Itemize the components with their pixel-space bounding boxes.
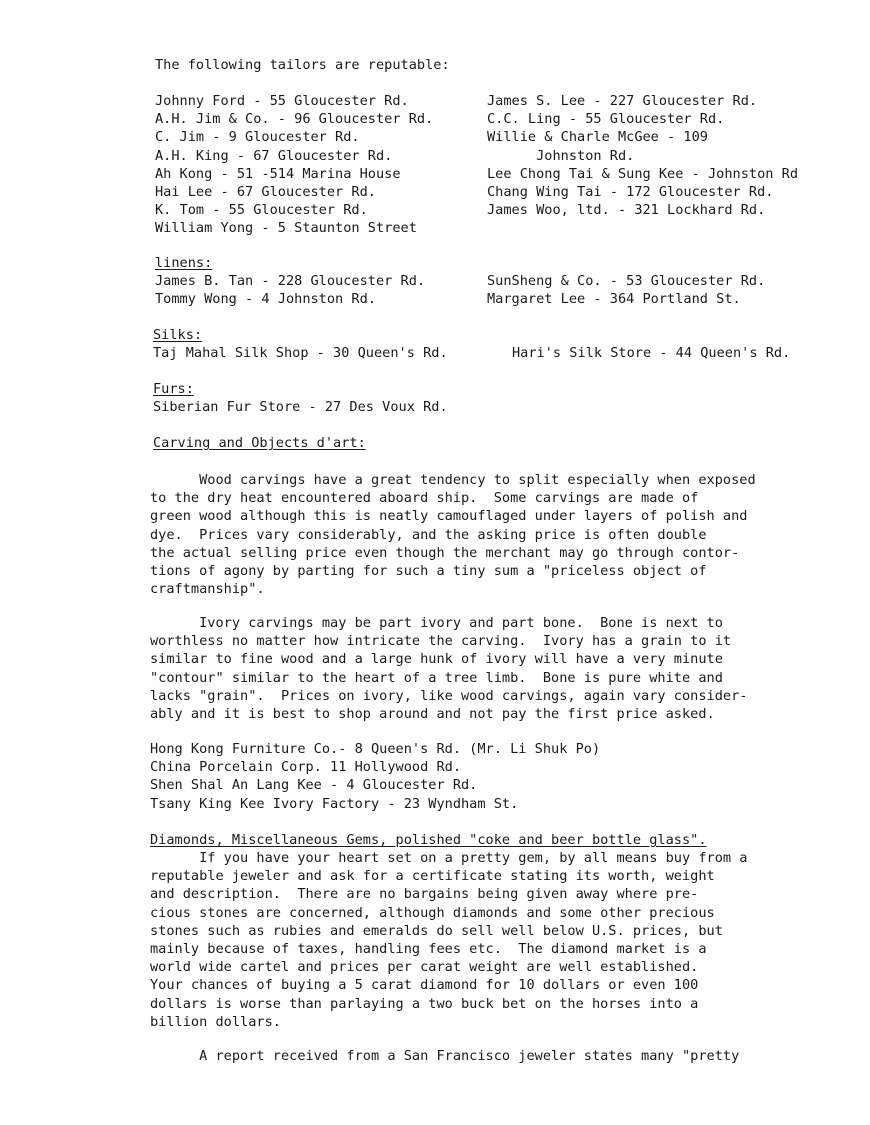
silks-heading: Silks: — [153, 327, 203, 343]
text-line: dye. Prices vary considerably, and the asking price is often double — [150, 526, 707, 543]
list-item: Hong Kong Furniture Co.- 8 Queen's Rd. (Mr. Li Shuk Po) — [150, 741, 601, 757]
tailors-left-list — [155, 92, 433, 238]
list-item: K. Tom - 55 Gloucester Rd. — [155, 202, 368, 219]
text-line: craftmanship". — [150, 581, 265, 598]
list-item: James B. Tan - 228 Gloucester Rd. — [155, 273, 426, 289]
text-line: Your chances of buying a 5 carat diamond for 10 dollars or even 100 — [150, 977, 699, 994]
linens-right-list — [487, 272, 765, 308]
text-line: dollars is worse than parlaying a two buck bet on the horses into a — [150, 995, 699, 1012]
carving-shops-list — [150, 740, 840, 813]
silks-item-right: Hari's Silk Store - 44 Queen's Rd. — [512, 345, 791, 361]
list-item: Tsany King Kee Ivory Factory - 23 Wyndham St. — [150, 795, 519, 812]
list-item: Johnny Ford - 55 Gloucester Rd. — [155, 93, 409, 109]
text-line: worthless no matter how intricate the carving. Ivory has a grain to it — [150, 633, 732, 650]
diamonds-paragraph-2 — [150, 1047, 840, 1065]
text-line: A report received from a San Francisco jeweler states many "pretty — [150, 1048, 740, 1064]
list-item: C.C. Ling - 55 Gloucester Rd. — [487, 111, 725, 128]
text-line: If you have your heart set on a pretty gem, by all means buy from a — [150, 850, 748, 866]
list-item: Hai Lee - 67 Gloucester Rd. — [155, 184, 376, 201]
list-item: China Porcelain Corp. 11 Hollywood Rd. — [150, 759, 461, 776]
list-item: SunSheng & Co. - 53 Gloucester Rd. — [487, 273, 766, 289]
text-line: reputable jeweler and ask for a certificate stating its worth, weight — [150, 868, 715, 885]
carving-paragraph-2 — [150, 614, 840, 723]
text-line: world wide cartel and prices per carat weight are well established. — [150, 959, 699, 976]
list-item: A.H. King - 67 Gloucester Rd. — [155, 147, 393, 164]
text-line: cious stones are concerned, although diamonds and some other precious — [150, 904, 715, 921]
intro-line: The following tailors are reputable: — [155, 57, 450, 73]
list-item: Ah Kong - 51 -514 Marina House — [155, 165, 401, 182]
list-item: William Yong - 5 Staunton Street — [155, 220, 417, 237]
list-item: James S. Lee - 227 Gloucester Rd. — [487, 93, 758, 109]
list-item: Margaret Lee - 364 Portland St. — [487, 291, 741, 308]
text-line: similar to fine wood and a large hunk of ivory will have a very minute — [150, 651, 723, 668]
linens-left-list — [155, 272, 425, 308]
text-line: to the dry heat encountered aboard ship. Some carvings are made of — [150, 490, 699, 507]
carving-paragraph-1 — [150, 471, 840, 598]
text-line: tions of agony by parting for such a tiny sum a "priceless object of — [150, 563, 707, 580]
list-item: Lee Chong Tai & Sung Kee - Johnston Rd — [487, 165, 798, 182]
text-line: billion dollars. — [150, 1013, 281, 1030]
text-line: and description. There are no bargains being given away where pre- — [150, 886, 699, 903]
list-item: Johnston Rd. — [487, 147, 635, 164]
linens-heading: linens: — [155, 255, 213, 271]
text-line: ably and it is best to shop around and not pay the first price asked. — [150, 706, 715, 723]
silks-item-left: Taj Mahal Silk Shop - 30 Queen's Rd. — [153, 345, 448, 361]
text-line: lacks "grain". Prices on ivory, like wood carvings, again vary consider- — [150, 687, 748, 704]
text-line: Ivory carvings may be part ivory and part bone. Bone is next to — [150, 615, 723, 631]
list-item: James Woo, ltd. - 321 Lockhard Rd. — [487, 202, 766, 219]
text-line: Wood carvings have a great tendency to split especially when exposed — [150, 472, 756, 488]
list-item: A.H. Jim & Co. - 96 Gloucester Rd. — [155, 111, 434, 128]
carving-heading: Carving and Objects d'art: — [153, 435, 366, 451]
text-line: the actual selling price even though the merchant may go through contor- — [150, 544, 740, 561]
list-item: Shen Shal An Lang Kee - 4 Gloucester Rd. — [150, 777, 478, 794]
list-item: C. Jim - 9 Gloucester Rd. — [155, 129, 360, 146]
furs-item: Siberian Fur Store - 27 Des Voux Rd. — [153, 399, 448, 415]
text-line: mainly because of taxes, handling fees etc. The diamond market is a — [150, 941, 707, 958]
text-line: stones such as rubies and emeralds do sell well below U.S. prices, but — [150, 922, 723, 939]
text-line: "contour" similar to the heart of a tree limb. Bone is pure white and — [150, 669, 723, 686]
list-item: Chang Wing Tai - 172 Gloucester Rd. — [487, 184, 774, 201]
list-item: Tommy Wong - 4 Johnston Rd. — [155, 291, 376, 308]
furs-heading: Furs: — [153, 381, 194, 397]
text-line: green wood although this is neatly camouflaged under layers of polish and — [150, 508, 748, 525]
diamonds-paragraph — [150, 849, 840, 1031]
diamonds-heading: Diamonds, Miscellaneous Gems, polished "coke and beer bottle glass". — [150, 832, 707, 848]
list-item: Willie & Charle McGee - 109 — [487, 129, 708, 146]
tailors-right-list — [487, 92, 798, 219]
